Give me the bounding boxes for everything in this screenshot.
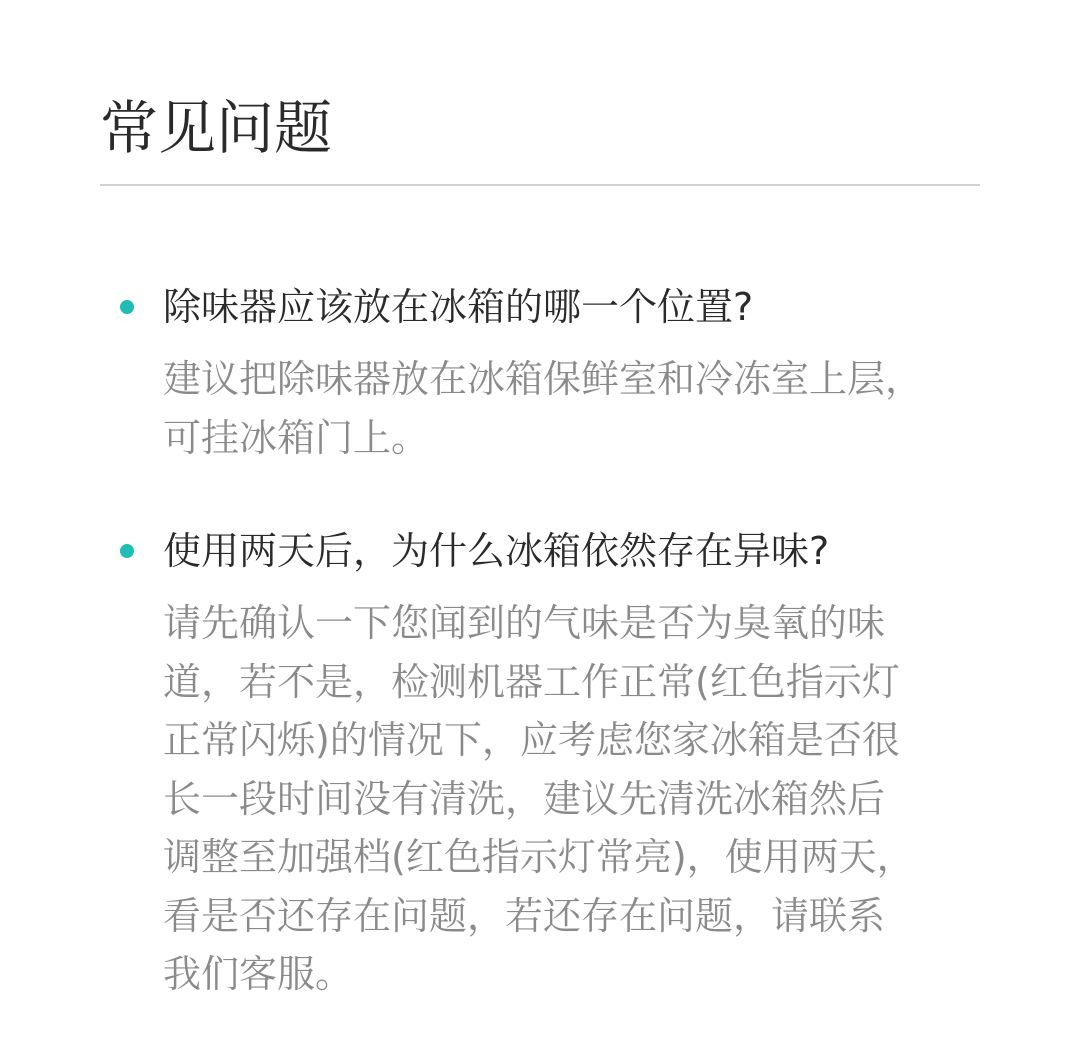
bullet-dot-icon: [120, 544, 134, 558]
answer-line: 调整至加强档(红色指示灯常亮)，使用两天，: [163, 835, 915, 879]
faq-answer: [163, 594, 980, 1004]
faq-question: 使用两天后，为什么冰箱依然存在异味?: [163, 529, 830, 573]
answer-line: 正常闪烁)的情况下，应考虑您家冰箱是否很: [163, 718, 900, 762]
answer-line: 长一段时间没有清洗，建议先清洗冰箱然后: [163, 776, 886, 821]
answer-line: 看是否还存在问题，若还存在问题，请联系: [163, 893, 886, 938]
faq-question: 除味器应该放在冰箱的哪一个位置?: [163, 285, 754, 329]
answer-line: 建议把除味器放在冰箱保鲜室和冷冻室上层，: [163, 357, 924, 401]
title-divider: [100, 184, 980, 186]
answer-line: 可挂冰箱门上。: [163, 415, 430, 460]
faq-answer: [163, 350, 980, 467]
page-title: 常见问题: [100, 94, 333, 162]
answer-line: 请先确认一下您闻到的气味是否为臭氧的味: [163, 601, 886, 645]
answer-line: 我们客服。: [163, 952, 354, 996]
bullet-dot-icon: [120, 300, 134, 314]
answer-line: 道，若不是，检测机器工作正常(红色指示灯: [163, 659, 900, 704]
